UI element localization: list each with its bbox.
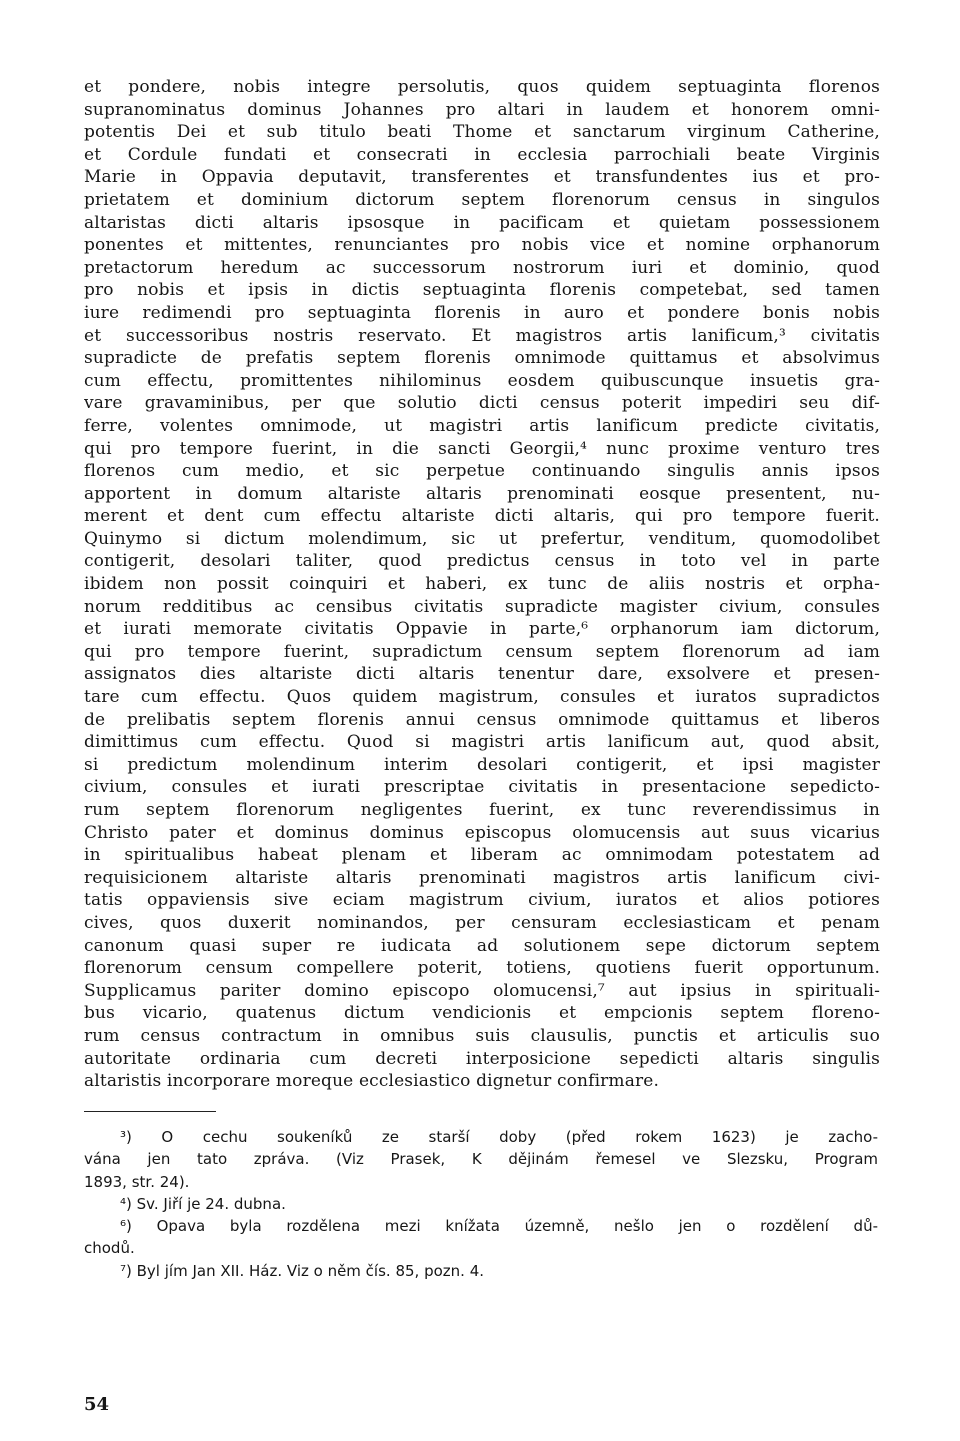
- text-line: si predictum molendinum interim desolari contigerit, et ipsi magister: [84, 754, 880, 775]
- text-line: ibidem non possit coinquiri et haberi, ex tunc de aliis nostris et orpha-: [84, 574, 880, 595]
- footnote-line: chodů.: [84, 1239, 135, 1258]
- text-line: Marie in Oppavia deputavit, transferentes et transfundentes ius et pro-: [84, 167, 880, 188]
- footnote-line: ⁶) Opava byla rozdělena mezi knížata územně, nešlo jen o rozdělení dů-: [120, 1217, 878, 1236]
- footnotes-block: [84, 1126, 878, 1282]
- text-line: pro nobis et ipsis in dictis septuaginta florenis competebat, sed tamen: [84, 280, 880, 301]
- text-line: altaristis incorporare moreque ecclesiastico dignetur confirmare.: [84, 1071, 660, 1092]
- text-line: prietatem et dominium dictorum septem florenorum census in singulos: [84, 189, 880, 210]
- text-line: apportent in domum altariste altaris prenominati eosque presentent, nu-: [84, 483, 880, 504]
- text-line: tare cum effectu. Quos quidem magistrum, consules et iuratos supradictos: [84, 687, 880, 708]
- footnote-line: ⁴) Sv. Jiří je 24. dubna.: [120, 1194, 286, 1213]
- text-line: norum redditibus ac censibus civitatis supradicte magister civium, consules: [84, 596, 880, 617]
- text-line: qui pro tempore fuerint, supradictum censum septem florenorum ad iam: [84, 641, 880, 662]
- text-line: et successoribus nostris reservato. Et magistros artis lanificum,³ civitatis: [84, 325, 880, 346]
- text-line: assignatos dies altariste dicti altaris tenentur dare, exsolvere et presen-: [84, 664, 880, 685]
- footnote-line: vána jen tato zpráva. (Viz Prasek, K dějinám řemesel ve Slezsku, Program: [84, 1150, 878, 1169]
- text-line: et Cordule fundati et consecrati in ecclesia parrochiali beate Virginis: [84, 144, 880, 165]
- text-line: florenorum censum compellere poterit, totiens, quotiens fuerit opportunum.: [84, 958, 880, 979]
- text-line: merent et dent cum effectu altariste dicti altaris, qui pro tempore fuerit.: [84, 506, 880, 527]
- text-line: et pondere, nobis integre persolutis, quos quidem septuaginta florenos: [84, 77, 880, 97]
- text-line: qui pro tempore fuerint, in die sancti Georgii,⁴ nunc proxime venturo tres: [84, 438, 880, 459]
- text-line: de prelibatis septem florenis annui census omnimode quittamus et liberos: [84, 709, 880, 730]
- text-line: potentis Dei et sub titulo beati Thome et sanctarum virginum Catherine,: [84, 122, 880, 143]
- text-line: ferre, volentes omnimode, ut magistri artis lanificum predicte civitatis,: [84, 415, 880, 436]
- text-line: dimittimus cum effectu. Quod si magistri artis lanificum aut, quod absit,: [84, 732, 880, 753]
- text-line: tatis oppaviensis sive eciam magistrum civium, iuratos et alios potiores: [84, 890, 880, 911]
- footnote-line: ³) O cechu soukeníků ze starší doby (před rokem 1623) je zacho-: [120, 1128, 878, 1146]
- text-line: altaristas dicti altaris ipsosque in pacificam et quietam possessionem: [84, 212, 880, 233]
- footnote-line: ⁷) Byl jím Jan XII. Ház. Viz o něm čís. 85, pozn. 4.: [120, 1261, 484, 1280]
- footnote-separator: [84, 1111, 216, 1112]
- text-line: florenos cum medio, et sic perpetue continuando singulis annis ipsos: [84, 461, 880, 482]
- text-line: autoritate ordinaria cum decreti interposicione sepedicti altaris singulis: [84, 1048, 880, 1069]
- text-line: supranominatus dominus Johannes pro altari in laudem et honorem omni-: [84, 99, 880, 120]
- text-line: contigerit, desolari taliter, quod predictus census in toto vel in parte: [84, 551, 880, 572]
- text-line: in spiritualibus habeat plenam et liberam ac omnimodam potestatem ad: [84, 845, 880, 866]
- text-line: requisicionem altariste altaris prenominati magistros artis lanificum civi-: [84, 867, 880, 888]
- text-line: vare gravaminibus, per que solutio dicti census poterit impediri seu dif-: [84, 393, 880, 414]
- text-line: cives, quos duxerit nominandos, per censuram ecclesiasticam et penam: [84, 912, 880, 933]
- text-line: pretactorum heredum ac successorum nostrorum iuri et dominio, quod: [84, 257, 880, 278]
- text-line: civium, consules et iurati prescriptae civitatis in presentacione sepedicto-: [84, 777, 880, 798]
- text-line: canonum quasi super re iudicata ad solutionem sepe dictorum septem: [84, 935, 880, 956]
- text-line: cum effectu, promittentes nihilominus eosdem quibuscunque insuetis gra-: [84, 370, 880, 391]
- text-line: iure redimendi pro septuaginta florenis in auro et pondere bonis nobis: [84, 302, 880, 323]
- text-line: Supplicamus pariter domino episcopo olomucensi,⁷ aut ipsius in spirituali-: [84, 980, 880, 1001]
- main-text-block: [84, 76, 880, 1093]
- text-line: supradicte de prefatis septem florenis omnimode quittamus et absolvimus: [84, 348, 880, 369]
- page-number: 54: [84, 1394, 110, 1415]
- text-line: bus vicario, quatenus dictum vendicionis et empcionis septem floreno-: [84, 1003, 880, 1024]
- text-line: rum census contractum in omnibus suis clausulis, punctis et articulis suo: [84, 1025, 880, 1046]
- text-line: ponentes et mittentes, renunciantes pro nobis vice et nomine orphanorum: [84, 235, 880, 256]
- footnote-line: 1893, str. 24).: [84, 1172, 190, 1191]
- text-line: rum septem florenorum negligentes fuerint, ex tunc reverendissimus in: [84, 800, 880, 820]
- text-line: Christo pater et dominus dominus episcopus olomucensis aut suus vicarius: [84, 822, 880, 843]
- text-line: et iurati memorate civitatis Oppavie in parte,⁶ orphanorum iam dictorum,: [84, 619, 880, 640]
- text-line: Quinymo si dictum molendimum, sic ut prefertur, venditum, quomodolibet: [84, 528, 880, 549]
